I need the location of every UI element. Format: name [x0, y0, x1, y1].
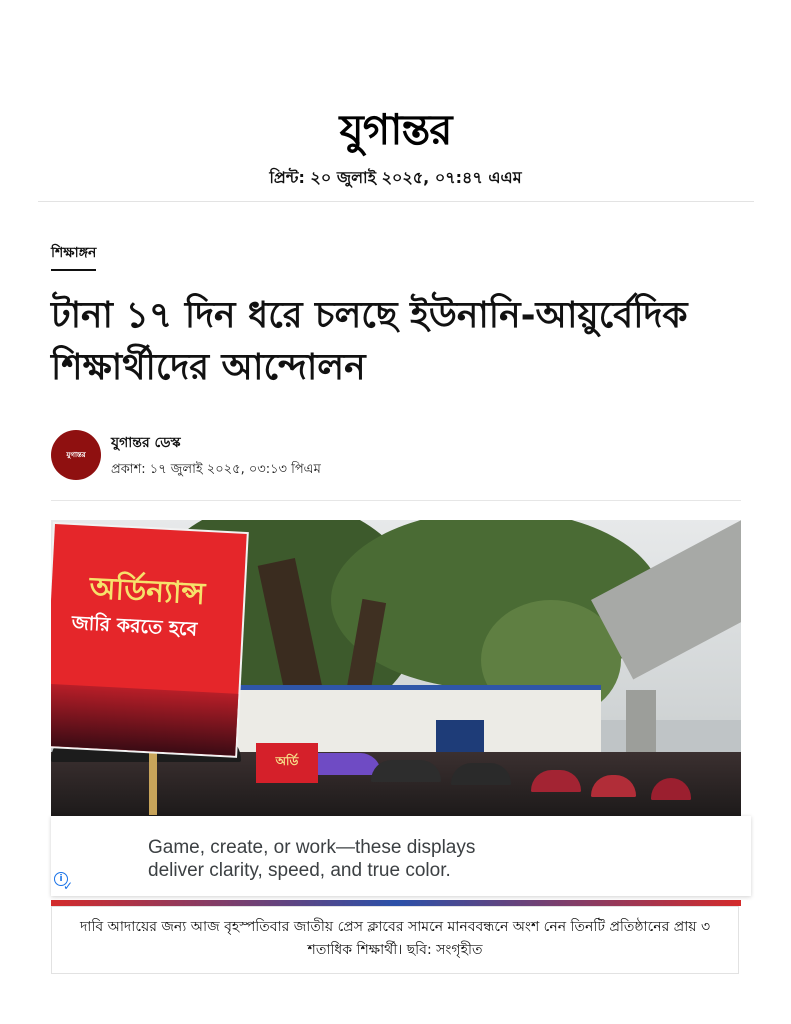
ad-text-line1[interactable]: Game, create, or work—these displays [148, 837, 476, 858]
publish-date: প্রকাশ: ১৭ জুলাই ২০২৫, ০৩:১৩ পিএম [111, 462, 321, 477]
author-name[interactable]: যুগান্তর ডেস্ক [111, 435, 181, 451]
ad-text-line2[interactable]: deliver clarity, speed, and true color. [148, 860, 451, 881]
article-photo [51, 520, 741, 816]
photo-caption: দাবি আদায়ের জন্য আজ বৃহস্পতিবার জাতীয় প্রেস ক্লাবের সামনে মানববন্ধনে অংশ নেন তিনটি প্রতিষ্ঠানের প্রায় ৩ শতাধিক শিক্ষার্থী। ছবি: সংগৃহীত [51, 906, 739, 974]
photo-protest-banner [51, 524, 247, 756]
print-date: প্রিন্ট: ২০ জুলাই ২০২৫, ০৭:৪৭ এএম [269, 168, 522, 187]
photo-umbrella [451, 763, 511, 785]
adchoices-icon[interactable]: i [54, 872, 68, 886]
banner-title: অর্ডিন্যান্স [88, 570, 206, 612]
photo-umbrella [371, 760, 441, 782]
adchoices-check-icon: ✓ [63, 879, 74, 893]
site-logo[interactable]: যুগান্তর [339, 105, 452, 154]
photo-signboard [436, 720, 484, 752]
ad-banner[interactable] [51, 816, 751, 896]
article-headline: টানা ১৭ দিন ধরে চলছে ইউনানি-আয়ুর্বেদিক শিক্ষার্থীদের আন্দোলন [51, 295, 688, 388]
photo-small-banner: অর্ডি [256, 743, 318, 783]
banner-artwork [51, 684, 238, 756]
category-link[interactable]: শিক্ষাঙ্গন [51, 241, 96, 271]
author-avatar[interactable]: যুগান্তর [51, 430, 101, 480]
byline-divider [51, 500, 741, 501]
header-divider [38, 201, 754, 202]
banner-subtitle: জারি করতে হবে [71, 612, 198, 641]
photo-banner-pole [149, 745, 157, 815]
